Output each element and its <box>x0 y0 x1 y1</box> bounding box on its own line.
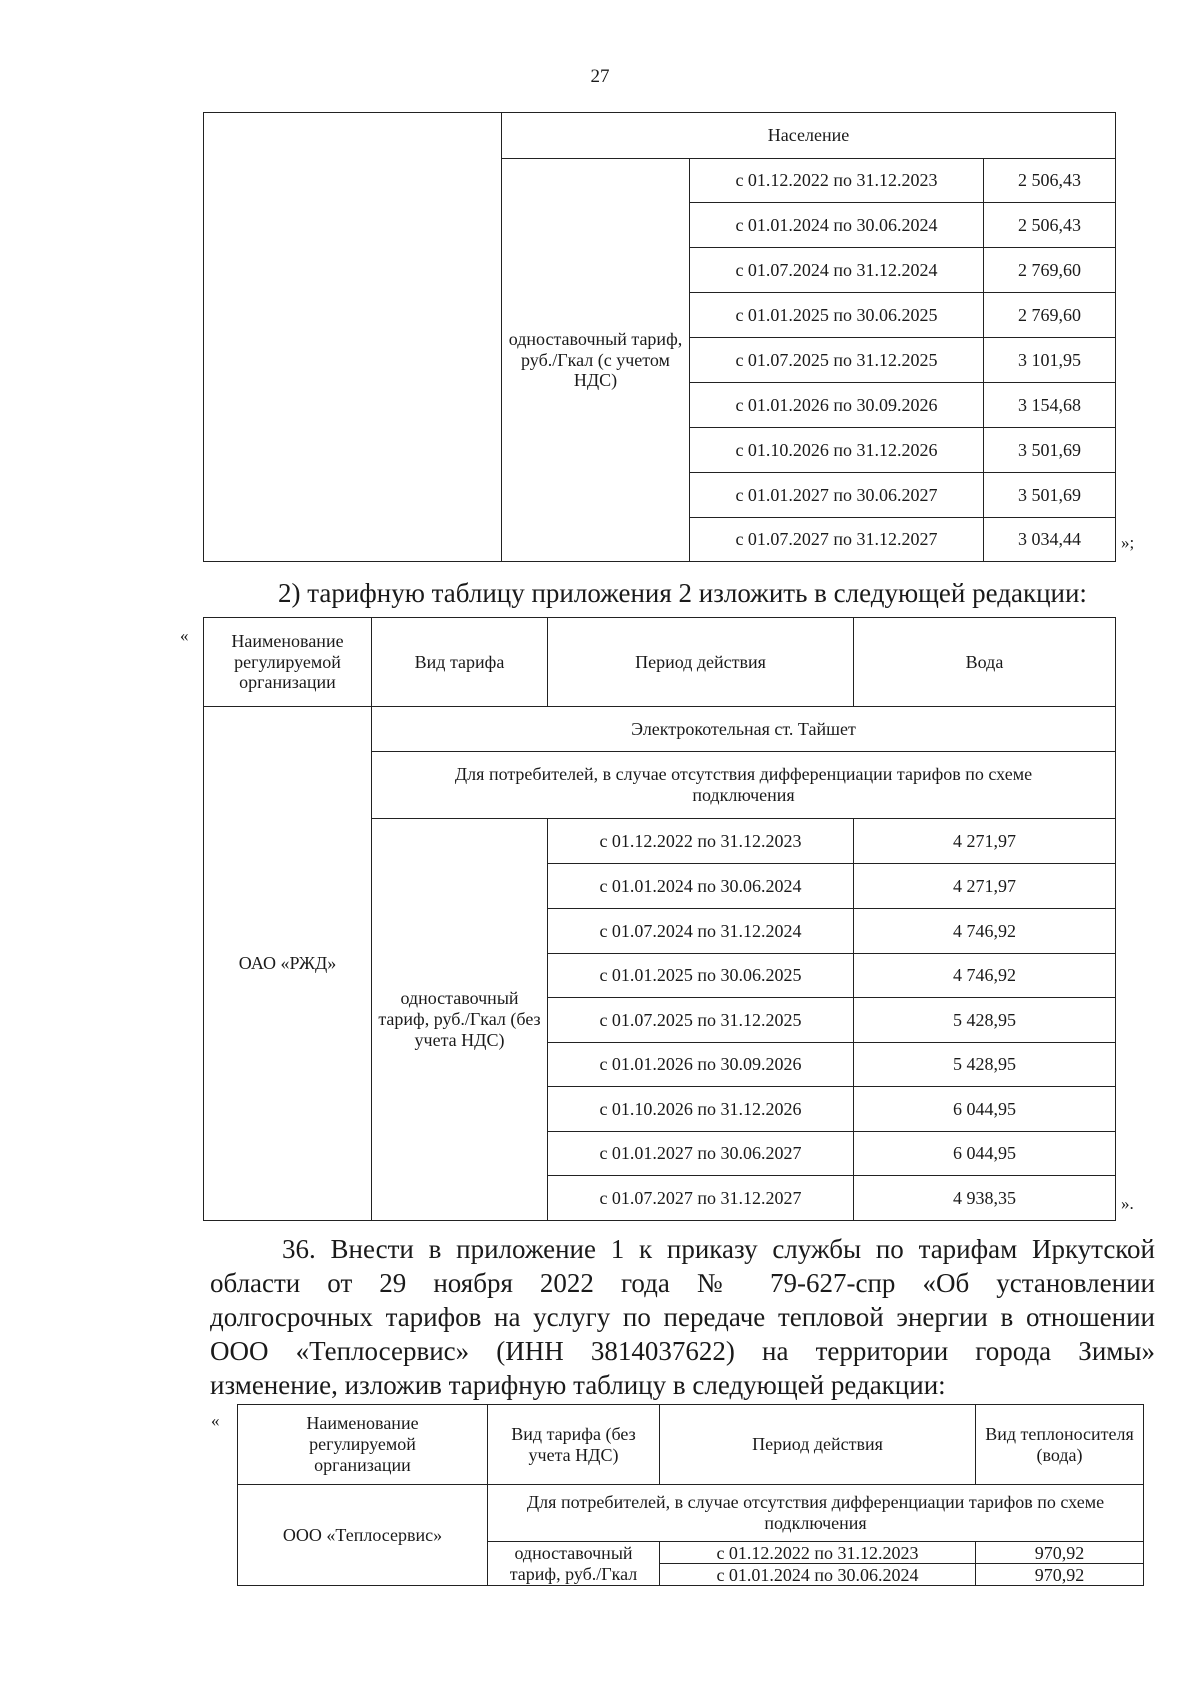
table2-closing-mark: ». <box>1121 1194 1134 1213</box>
table2-period: с 01.07.2027 по 31.12.2027 <box>548 1176 854 1221</box>
table1-group-title: Население <box>502 113 1116 159</box>
table2-value: 6 044,95 <box>854 1132 1116 1176</box>
table2-period: с 01.01.2025 по 30.06.2025 <box>548 954 854 998</box>
table2-value: 6 044,95 <box>854 1087 1116 1132</box>
table1-value: 2 506,43 <box>984 203 1116 248</box>
table1-value: 2 506,43 <box>984 159 1116 203</box>
table1-period: с 01.01.2025 по 30.06.2025 <box>690 293 984 338</box>
tariff-table-2 <box>203 617 1116 1221</box>
table1-value: 3 501,69 <box>984 428 1116 473</box>
table3-value: 970,92 <box>976 1542 1144 1564</box>
table2-period: с 01.12.2022 по 31.12.2023 <box>548 819 854 864</box>
table2-header-water: Вода <box>854 618 1116 707</box>
table1-empty-org-cell <box>204 113 502 562</box>
table2-period: с 01.07.2025 по 31.12.2025 <box>548 998 854 1043</box>
table1-closing-mark: »; <box>1121 533 1135 552</box>
table3-consumers: Для потребителей, в случае отсутствия дифференциации тарифов по схеме подключения <box>488 1485 1144 1542</box>
table3-tariff-line-2: тариф, руб./Гкал <box>488 1564 660 1586</box>
paragraph-2: 2) тарифную таблицу приложения 2 изложить в следующей редакции: <box>278 578 1087 608</box>
table1-period: с 01.07.2024 по 31.12.2024 <box>690 248 984 293</box>
table2-consumers: Для потребителей, в случае отсутствия дифференциации тарифов по схеме подключения <box>372 752 1116 819</box>
table3-header-org: Наименование регулируемой организации <box>238 1405 488 1485</box>
table1-tariff-type: одноставочный тариф, руб./Гкал (с учетом НДС) <box>502 159 690 562</box>
table2-value: 4 746,92 <box>854 954 1116 998</box>
tariff-table-1 <box>203 112 1116 562</box>
paragraph-36-line-5: изменение, изложив тарифную таблицу в следующей редакции: <box>210 1370 946 1400</box>
tariff-table-3 <box>237 1404 1144 1586</box>
table2-header-org: Наименование регулируемой организации <box>204 618 372 707</box>
table2-value: 5 428,95 <box>854 998 1116 1043</box>
table3-org-name: ООО «Теплосервис» <box>238 1485 488 1586</box>
table3-period: с 01.12.2022 по 31.12.2023 <box>660 1542 976 1564</box>
table2-value: 4 271,97 <box>854 819 1116 864</box>
table2-org-name: ОАО «РЖД» <box>204 707 372 1221</box>
table2-value: 4 746,92 <box>854 909 1116 954</box>
table1-period: с 01.01.2024 по 30.06.2024 <box>690 203 984 248</box>
table2-tariff-type: одноставочный тариф, руб./Гкал (без учета НДС) <box>372 819 548 1221</box>
table2-header-period: Период действия <box>548 618 854 707</box>
table1-period: с 01.07.2025 по 31.12.2025 <box>690 338 984 383</box>
table1-period: с 01.12.2022 по 31.12.2023 <box>690 159 984 203</box>
table2-period: с 01.01.2026 по 30.09.2026 <box>548 1043 854 1087</box>
paragraph-36-line-4: ООО «Теплосервис» (ИНН 3814037622) на территории города Зимы» <box>210 1336 1155 1366</box>
table3-value: 970,92 <box>976 1564 1144 1586</box>
table1-value: 2 769,60 <box>984 293 1116 338</box>
table3-header-carrier: Вид теплоносителя (вода) <box>976 1405 1144 1485</box>
table2-period: с 01.01.2024 по 30.06.2024 <box>548 864 854 909</box>
table2-value: 5 428,95 <box>854 1043 1116 1087</box>
table2-period: с 01.07.2024 по 31.12.2024 <box>548 909 854 954</box>
table1-value: 3 034,44 <box>984 518 1116 562</box>
table1-value: 3 101,95 <box>984 338 1116 383</box>
paragraph-36-line-3: долгосрочных тарифов на услугу по передаче тепловой энергии в отношении <box>210 1302 1155 1332</box>
table1-period: с 01.01.2027 по 30.06.2027 <box>690 473 984 518</box>
table1-period: с 01.01.2026 по 30.09.2026 <box>690 383 984 428</box>
table1-value: 3 154,68 <box>984 383 1116 428</box>
table2-station: Электрокотельная ст. Тайшет <box>372 707 1116 752</box>
table2-value: 4 938,35 <box>854 1176 1116 1221</box>
paragraph-36-line-1: 36. Внести в приложение 1 к приказу службы по тарифам Иркутской <box>282 1234 1155 1264</box>
table2-open-mark: « <box>180 626 189 645</box>
page-number: 27 <box>590 66 610 87</box>
table3-period: с 01.01.2024 по 30.06.2024 <box>660 1564 976 1586</box>
table1-value: 2 769,60 <box>984 248 1116 293</box>
table3-header-period: Период действия <box>660 1405 976 1485</box>
paragraph-36 <box>210 1232 1155 1402</box>
table2-period: с 01.10.2026 по 31.12.2026 <box>548 1087 854 1132</box>
table2-header-tariff: Вид тарифа <box>372 618 548 707</box>
table2-value: 4 271,97 <box>854 864 1116 909</box>
table1-period: с 01.10.2026 по 31.12.2026 <box>690 428 984 473</box>
table3-header-tariff: Вид тарифа (без учета НДС) <box>488 1405 660 1485</box>
table1-period: с 01.07.2027 по 31.12.2027 <box>690 518 984 562</box>
table2-period: с 01.01.2027 по 30.06.2027 <box>548 1132 854 1176</box>
table1-value: 3 501,69 <box>984 473 1116 518</box>
table3-tariff-line-1: одноставочный <box>488 1542 660 1564</box>
paragraph-36-line-2: области от 29 ноября 2022 года № 79-627-спр «Об установлении <box>210 1268 1155 1298</box>
table3-open-mark: « <box>211 1411 220 1430</box>
